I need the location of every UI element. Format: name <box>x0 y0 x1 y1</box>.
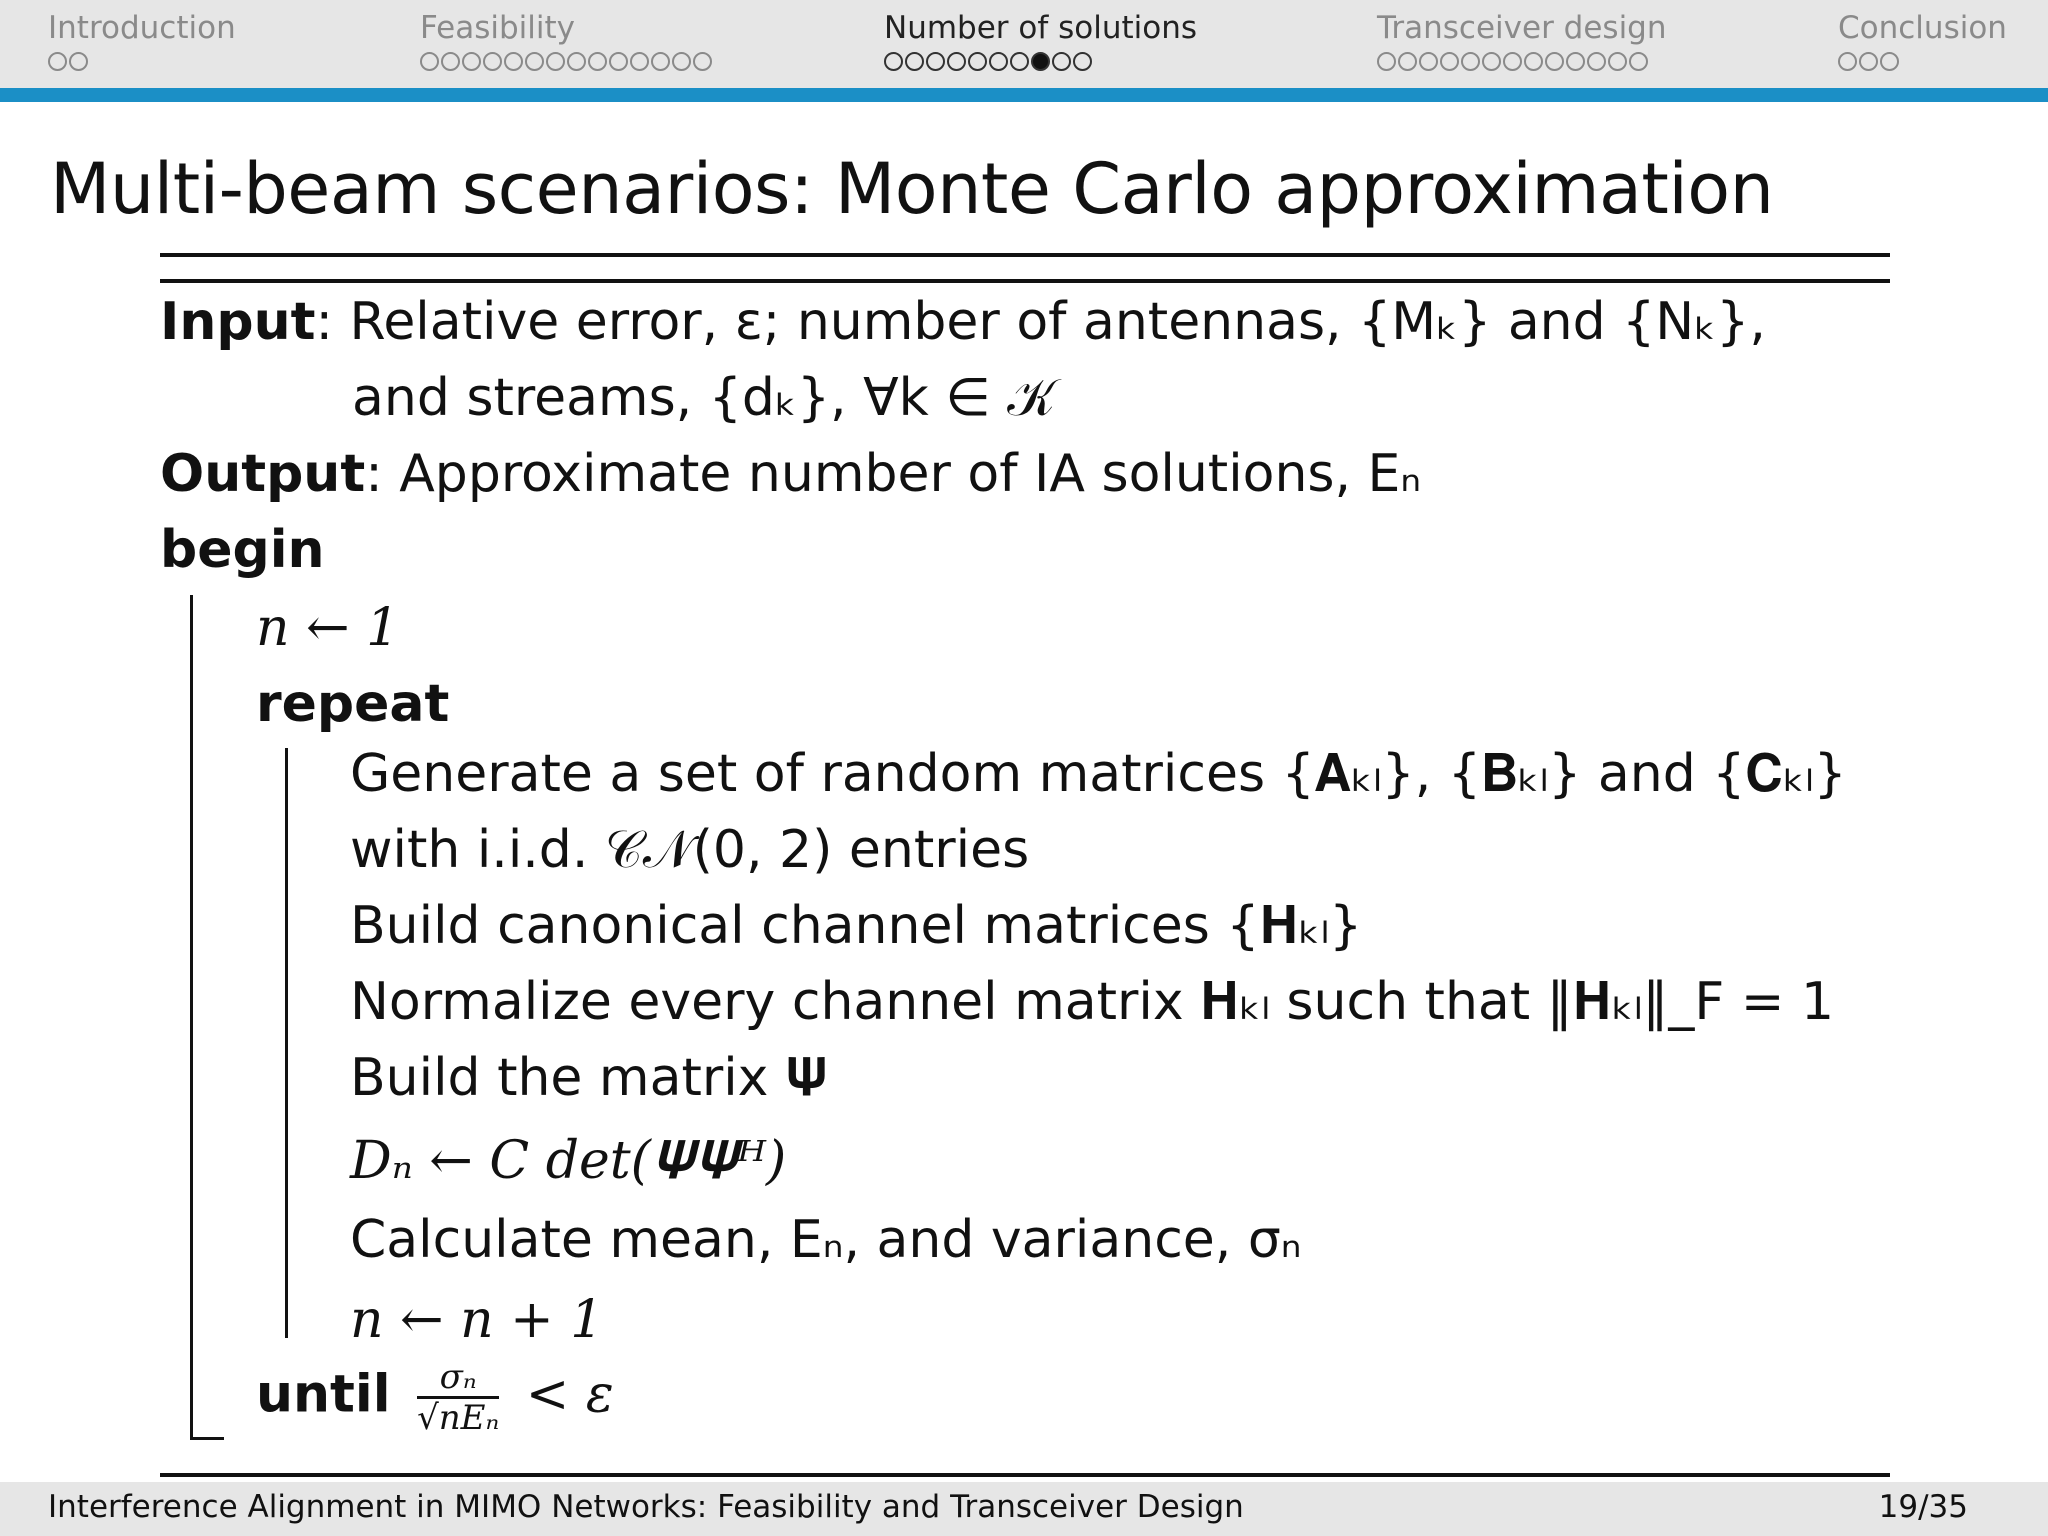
nav-dots <box>1838 52 2007 71</box>
nav-section-conclusion[interactable] <box>1838 6 2007 71</box>
begin-block-end <box>190 1437 224 1440</box>
loop-line-determinant: Dₙ ← C det(𝚿𝚿ᴴ) <box>350 1131 787 1191</box>
nav-label[interactable]: Conclusion <box>1838 10 2007 46</box>
nav-dot[interactable] <box>69 52 88 71</box>
nav-label[interactable]: Number of solutions <box>884 10 1198 46</box>
nav-dot[interactable] <box>48 52 67 71</box>
loop-line-normalize: Normalize every channel matrix 𝐇ₖₗ such that ‖𝐇ₖₗ‖_F = 1 <box>350 972 1835 1032</box>
nav-dot[interactable] <box>630 52 649 71</box>
init-statement: n ← 1 <box>256 598 400 658</box>
algorithm-bottom-rule <box>160 1473 1890 1477</box>
ratio-numerator: σₙ <box>417 1358 499 1399</box>
nav-dot[interactable] <box>968 52 987 71</box>
nav-dot[interactable] <box>989 52 1008 71</box>
nav-label[interactable]: Transceiver design <box>1377 10 1667 46</box>
nav-section-number-of-solutions[interactable] <box>884 6 1197 71</box>
nav-dot[interactable] <box>1629 52 1648 71</box>
nav-section-transceiver-design[interactable] <box>1377 6 1667 71</box>
algorithm-input-continued: and streams, {dₖ}, ∀k ∈ 𝒦 <box>352 368 1056 428</box>
nav-dot[interactable] <box>1052 52 1071 71</box>
nav-dot[interactable] <box>420 52 439 71</box>
nav-dot[interactable] <box>525 52 544 71</box>
nav-dot[interactable] <box>1838 52 1857 71</box>
algorithm-caption-rule <box>160 279 1890 283</box>
nav-dot[interactable] <box>588 52 607 71</box>
nav-dot[interactable] <box>1398 52 1417 71</box>
until-statement <box>256 1358 614 1437</box>
nav-section-feasibility[interactable] <box>420 6 712 71</box>
nav-dot[interactable] <box>609 52 628 71</box>
nav-dot[interactable] <box>441 52 460 71</box>
nav-dot[interactable] <box>1461 52 1480 71</box>
nav-dot[interactable] <box>567 52 586 71</box>
loop-line-build-psi: Build the matrix 𝚿 <box>350 1048 829 1108</box>
algorithm-top-rule <box>160 253 1890 257</box>
nav-dot[interactable] <box>1503 52 1522 71</box>
loop-line-statistics: Calculate mean, Eₙ, and variance, σₙ <box>350 1210 1302 1270</box>
ratio-denominator: √nEₙ <box>417 1398 500 1438</box>
nav-dot[interactable] <box>1073 52 1092 71</box>
nav-dot[interactable] <box>1566 52 1585 71</box>
nav-dot[interactable] <box>483 52 502 71</box>
nav-dot[interactable] <box>462 52 481 71</box>
nav-dots <box>1377 52 1667 71</box>
loop-line-build-channels: Build canonical channel matrices {𝐇ₖₗ} <box>350 896 1363 956</box>
output-keyword: Output <box>160 444 366 504</box>
page-number: 19/35 <box>1878 1489 1968 1525</box>
nav-accent-bar <box>0 88 2048 102</box>
until-keyword: until <box>256 1364 391 1425</box>
nav-dot[interactable] <box>546 52 565 71</box>
nav-dot[interactable] <box>693 52 712 71</box>
output-text: : Approximate number of IA solutions, Eₙ <box>365 444 1422 504</box>
nav-dot[interactable] <box>1377 52 1396 71</box>
nav-dot-current[interactable] <box>1031 52 1050 71</box>
nav-label[interactable]: Introduction <box>48 10 236 46</box>
nav-dots <box>884 52 1197 71</box>
loop-line-increment: n ← n + 1 <box>350 1290 604 1350</box>
nav-dot[interactable] <box>1440 52 1459 71</box>
nav-dot[interactable] <box>1587 52 1606 71</box>
nav-dot[interactable] <box>926 52 945 71</box>
repeat-block-line <box>285 748 288 1338</box>
begin-keyword: begin <box>160 520 325 580</box>
nav-dots <box>48 52 236 71</box>
nav-dot[interactable] <box>1545 52 1564 71</box>
nav-dot[interactable] <box>672 52 691 71</box>
begin-block-line <box>190 595 193 1440</box>
nav-dot[interactable] <box>905 52 924 71</box>
input-keyword: Input <box>160 292 316 352</box>
nav-dot[interactable] <box>1482 52 1501 71</box>
nav-dot[interactable] <box>1010 52 1029 71</box>
nav-dot[interactable] <box>1859 52 1878 71</box>
nav-dot[interactable] <box>1608 52 1627 71</box>
loop-line-distribution: with i.i.d. 𝒞𝒩(0, 2) entries <box>350 820 1030 880</box>
nav-section-introduction[interactable] <box>48 6 236 71</box>
nav-dot[interactable] <box>1524 52 1543 71</box>
nav-dot[interactable] <box>884 52 903 71</box>
input-text: : Relative error, ε; number of antennas, {Mₖ} and {Nₖ}, <box>315 292 1766 352</box>
nav-label[interactable]: Feasibility <box>420 10 575 46</box>
nav-dot[interactable] <box>651 52 670 71</box>
footer-title: Interference Alignment in MIMO Networks: Feasibility and Transceiver Design <box>48 1489 1244 1525</box>
algorithm-output <box>160 442 1421 506</box>
nav-dot[interactable] <box>947 52 966 71</box>
stopping-ratio <box>417 1358 499 1437</box>
algorithm-input <box>160 290 1766 354</box>
page-title: Multi-beam scenarios: Monte Carlo approximation <box>50 148 1774 230</box>
nav-dots <box>420 52 712 71</box>
nav-dot[interactable] <box>1880 52 1899 71</box>
until-relation: < ε <box>525 1364 614 1425</box>
nav-dot[interactable] <box>1419 52 1438 71</box>
repeat-keyword: repeat <box>256 674 450 734</box>
loop-line-generate: Generate a set of random matrices {𝐀ₖₗ}, {𝐁ₖₗ} and {𝐂ₖₗ} <box>350 744 1847 804</box>
nav-dot[interactable] <box>504 52 523 71</box>
